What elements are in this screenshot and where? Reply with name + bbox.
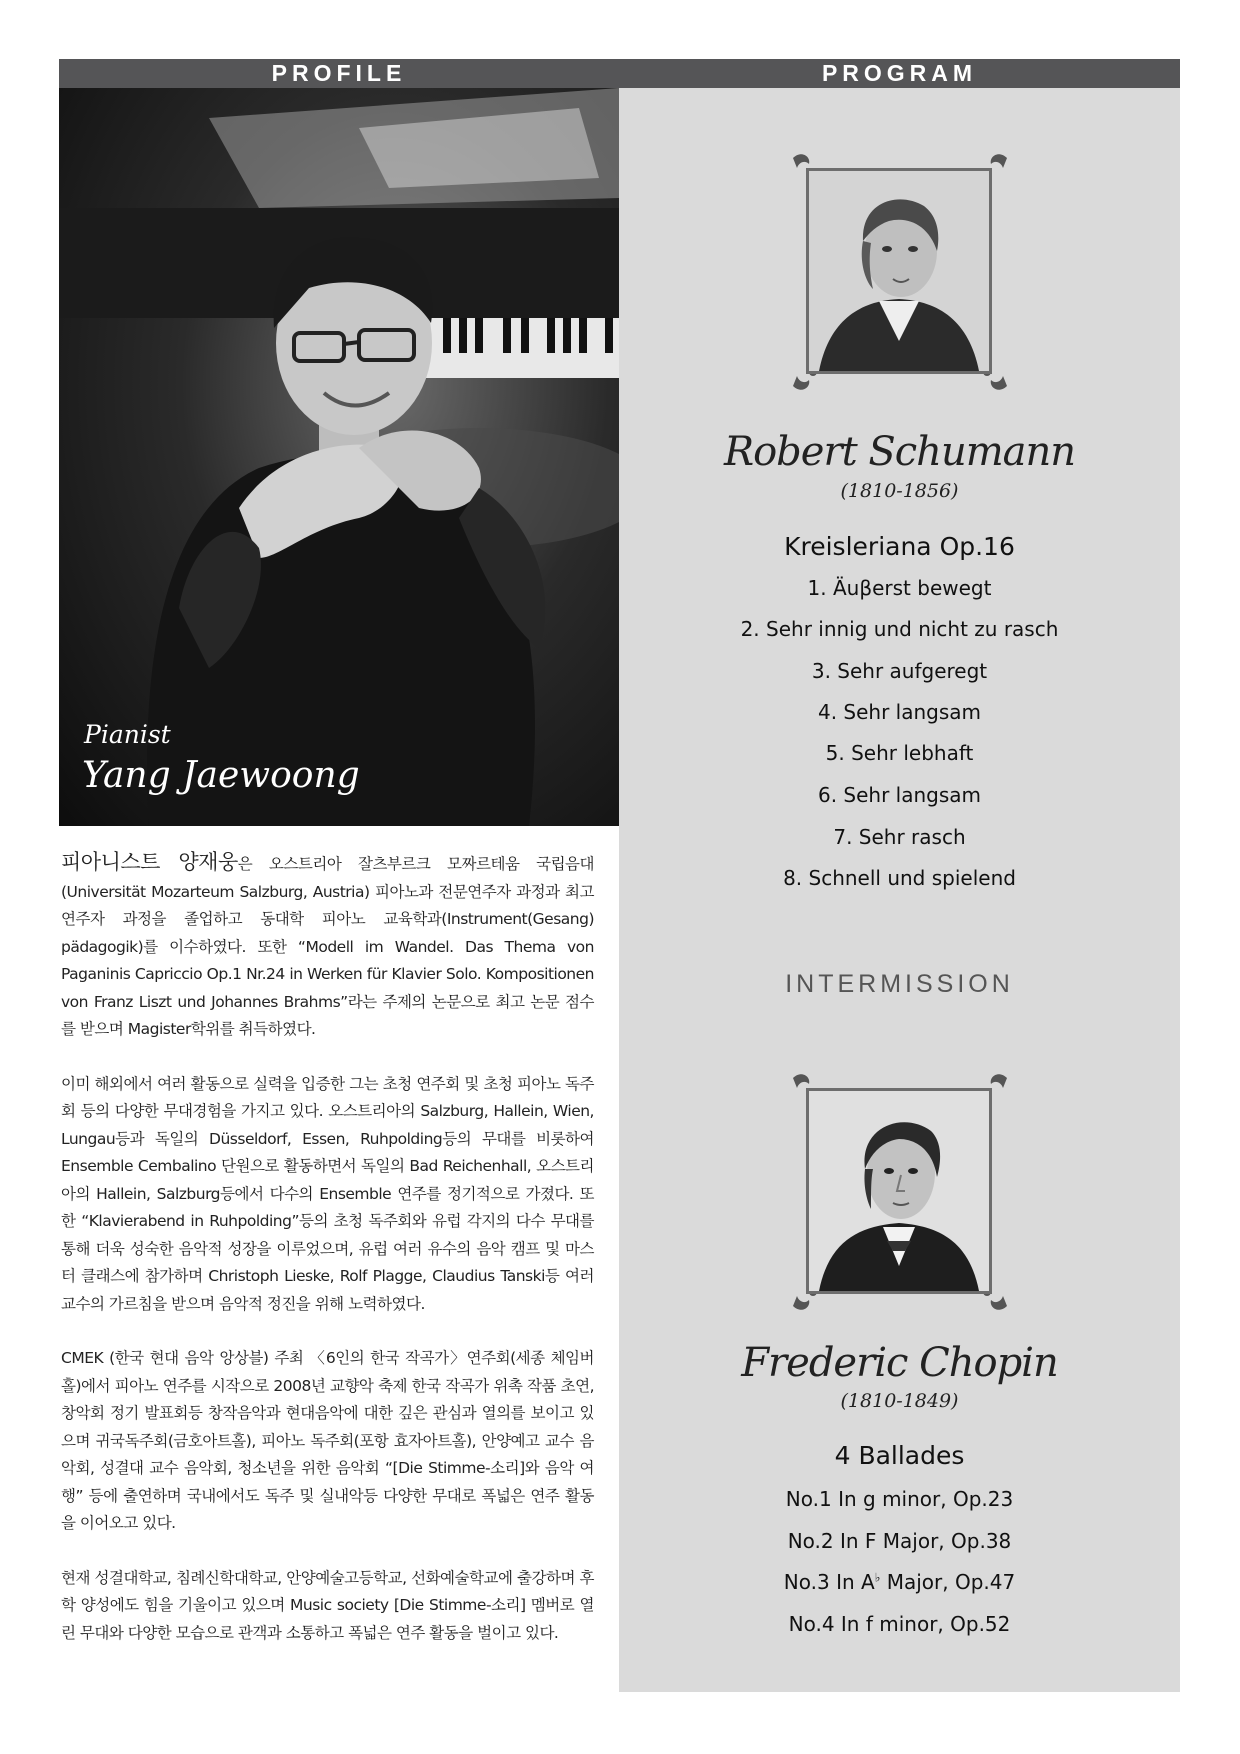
movement-7: 7. Sehr rasch <box>833 825 966 849</box>
flat-sign: ♭ <box>874 1570 881 1585</box>
bio-paragraph-2: 이미 해외에서 여러 활동으로 실력을 입증한 그는 초청 연주회 및 초청 피아노 독주회 등의 다양한 무대경험을 가지고 있다. 오스트리아의 Salzburg, Hallein, Wien, Lungau등과 독일의 Düsseldorf, Essen, Ruhpolding등의 무대를 비롯하여 Ensemble Cembalino 단원으로 활동하면서 독일의 Bad Reichenhall, 오스트리아의 Hallein, Salzburg등에서 다수의 Ensemble 연주를 정기적으로 가졌다. 또한 “Klavierabend in Ruhpolding”등의 초청 독주회와 유럽 각지의 다수 무대를 통해 더욱 성숙한 음악적 성장을 이루었으며, 유럽 여러 유수의 음악 캠프 및 마스터 클래스에 참가하며 Christoph Lieske, Rolf Plagge, Claudius Tanski등 여러 교수의 가르침을 받으며 음악적 정진을 위해 노력하였다. <box>61 1074 594 1313</box>
ballade-1: No.1 In g minor, Op.23 <box>785 1487 1014 1511</box>
bio-lead: 피아니스트 양재웅 <box>61 850 238 874</box>
photo-caption-role: Pianist <box>84 720 171 749</box>
bio-paragraph-4: 현재 성결대학교, 침례신학대학교, 안양예술고등학교, 선화예술학교에 출강하며 후학 양성에도 힘을 기울이고 있으며 Music society [Die Stimme-소리] 멤버로 열린 무대와 다양한 모습으로 관객과 소통하고 폭넓은 연주 활동을 벌이고 있다. <box>61 1568 594 1642</box>
chopin-portrait-frame <box>791 1070 1009 1314</box>
schumann-portrait-frame <box>791 150 1009 394</box>
intermission-label: INTERMISSION <box>785 970 1014 998</box>
movement-5: 5. Sehr lebhaft <box>825 741 974 765</box>
bio-paragraph-1-text: 은 오스트리아 잘츠부르크 모짜르테움 국립음대(Universität Mozarteum Salzburg, Austria) 피아노과 전문연주자 과정과 최고 연주자 과정을 졸업하고 동대학 피아노 교육학과(Instrument(Gesang) pädagogik)를 이수하였다. 또한 “Modell im Wandel. Das Thema von Paganinis Capriccio Op.1 Nr.24 in Werken für Klavier Solo. Kompositionen von Franz Liszt und Johannes Brahms”라는 주제의 논문으로 최고 논문 점수를 받으며 Magister학위를 취득하였다. <box>61 855 595 1038</box>
movement-4: 4. Sehr langsam <box>817 700 982 724</box>
program-heading: PROGRAM <box>821 60 978 86</box>
movement-6: 6. Sehr langsam <box>817 783 982 807</box>
profile-heading: PROFILE <box>271 60 407 86</box>
schumann-years: (1810-1856) <box>840 480 959 502</box>
ballade-3-prefix: No.3 In A <box>783 1570 875 1594</box>
schumann-name: Robert Schumann <box>723 429 1075 475</box>
ballade-2: No.2 In F Major, Op.38 <box>787 1529 1012 1553</box>
header-bar <box>59 59 1180 88</box>
biography <box>61 849 594 1674</box>
movement-1: 1. Äuβerst bewegt <box>807 576 992 600</box>
chopin-name: Frederic Chopin <box>741 1340 1058 1386</box>
photo-caption-name: Yang Jaewoong <box>82 755 360 796</box>
schumann-portrait <box>806 168 992 374</box>
bio-paragraph-3: CMEK (한국 현대 음악 앙상블) 주최 〈6인의 한국 작곡가〉연주회(세종 체임버홀)에서 피아노 연주를 시작으로 2008년 교향악 축제 한국 작곡가 위촉 작품 초연, 창악회 정기 발표회등 창작음악과 현대음악에 대한 깊은 관심과 열의를 보이고 있으며 귀국독주회(금호아트홀), 피아노 독주회(포항 효자아트홀), 안양예고 교수 음악회, 성결대 교수 음악회, 청소년을 위한 음악회 “[Die Stimme-소리]와 음악 여행” 등에 출연하며 국내에서도 독주 및 실내악등 다양한 무대로 폭넓은 연주 활동을 이어오고 있다. <box>61 1349 594 1532</box>
movement-8: 8. Schnell und spielend <box>783 866 1016 890</box>
ballade-3-suffix: Major, Op.47 <box>880 1570 1016 1594</box>
pianist-illustration <box>59 88 619 826</box>
kreisleriana-title: Kreisleriana Op.16 <box>784 532 1015 561</box>
bio-paragraph-1 <box>61 849 594 1044</box>
chopin-portrait <box>806 1088 992 1294</box>
movement-2: 2. Sehr innig und nicht zu rasch <box>740 617 1059 641</box>
ballade-4: No.4 In f minor, Op.52 <box>788 1612 1011 1636</box>
ballades-title: 4 Ballades <box>834 1441 965 1470</box>
chopin-years: (1810-1849) <box>840 1390 959 1412</box>
pianist-photo <box>59 88 619 826</box>
program-panel <box>619 88 1180 1692</box>
movement-3: 3. Sehr aufgeregt <box>811 659 988 683</box>
ballade-3 <box>619 1570 1180 1594</box>
